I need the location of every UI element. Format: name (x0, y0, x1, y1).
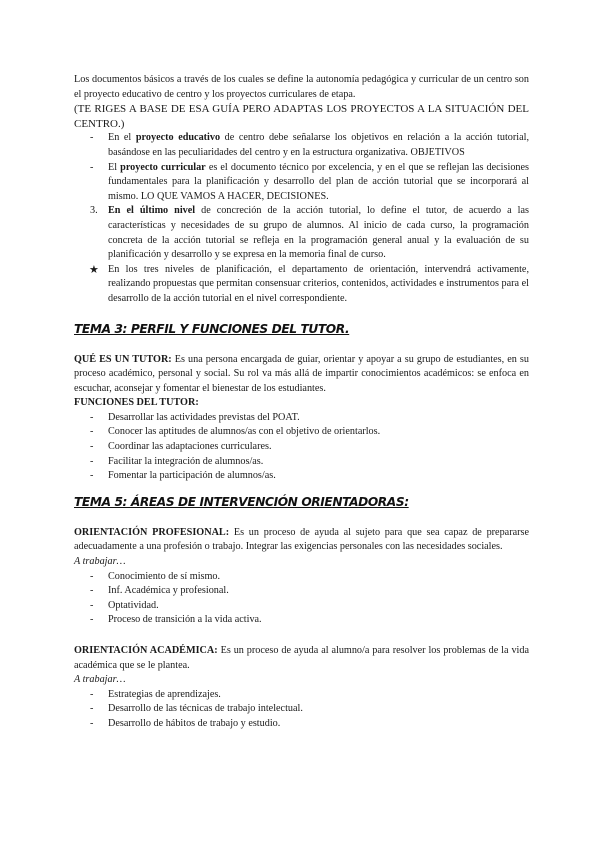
list-item (74, 411, 529, 426)
definition-term: QUÉ ES UN TUTOR: (74, 353, 172, 365)
academic-orientation (74, 644, 529, 673)
star-icon: ★ (89, 263, 99, 276)
professional-orientation (74, 526, 529, 555)
list-marker: - (90, 470, 94, 482)
list-marker: - (90, 585, 94, 597)
section-heading-tema5: TEMA 5: ÁREAS DE INTERVENCIÓN ORIENTADORAS: (74, 494, 409, 509)
star-item-text: En los tres niveles de planificación, el departamento de orientación, intervendrá activamente, realizando propuestas que permitan consensuar criterios, contenidos, actividades e instrumentos para el desarrollo de la acción tutorial en el nivel correspondiente. (108, 263, 529, 304)
list-item (74, 688, 529, 703)
topic-text: Optatividad. (108, 599, 159, 611)
list-item (74, 613, 529, 628)
list-marker: - (90, 426, 94, 438)
topic-text: Desarrollo de las técnicas de trabajo intelectual. (108, 703, 303, 715)
function-text: Fomentar la participación de alumnos/as. (108, 470, 276, 482)
intro-paragraph: Los documentos básicos a través de los cuales se define la autonomía pedagógica y curricular de un centro son el proyecto educativo de centro y los proyectos curriculares de etapa. (74, 74, 529, 100)
list-marker: - (90, 688, 94, 700)
tutor-definition (74, 353, 529, 397)
function-text: Desarrollar las actividades previstas del POAT. (108, 411, 300, 423)
orientation-text: Es un proceso de ayuda al alumno/a para resolver los problemas de la vida académica que se le plantea. (74, 645, 529, 671)
list-marker: - (90, 570, 94, 582)
item-text: En el (108, 132, 136, 144)
topic-text: Estrategias de aprendizajes. (108, 688, 221, 700)
planning-levels-list (74, 131, 529, 204)
topic-text: Desarrollo de hábitos de trabajo y estudio. (108, 717, 281, 729)
section-heading-tema3: TEMA 3: PERFIL Y FUNCIONES DEL TUTOR. (74, 321, 350, 336)
functions-title: FUNCIONES DEL TUTOR: (74, 397, 199, 409)
list-marker: 3. (90, 205, 98, 217)
list-item (74, 570, 529, 585)
list-item (74, 455, 529, 470)
orientation-term: ORIENTACIÓN ACADÉMICA: (74, 645, 218, 656)
orientation-term: ORIENTACIÓN PROFESIONAL: (74, 526, 230, 538)
list-item (74, 717, 529, 732)
list-item (74, 702, 529, 717)
work-label: A trabajar… (74, 556, 126, 568)
item-text: de concreción de la acción tutorial, lo define el tutor, de acuerdo a las características y necesidades de su grupo de alumnos. Al inicio de cada curso, la programación concreta de la acción tutorial se refleja en la programación general anual y la evaluación de su planificación y desarrollo y se expresa en la memoria final de curso. (108, 205, 529, 261)
orientation-text: Es un proceso de ayuda al sujeto para que sea capaz de prepararse adecuadamente a una profesión o trabajo. Integrar las exigencias personales con las necesidades sociales. (74, 526, 529, 553)
list-item (74, 204, 529, 262)
list-item (74, 440, 529, 455)
academic-topics-list (74, 688, 529, 732)
list-marker: - (90, 132, 94, 144)
functions-list (74, 411, 529, 484)
star-note-list (74, 263, 529, 307)
list-item (74, 131, 529, 160)
list-item (74, 469, 529, 484)
page-content (74, 73, 529, 732)
list-marker: - (90, 599, 94, 611)
list-marker: - (90, 614, 94, 626)
list-marker: - (90, 411, 94, 423)
topic-text: Inf. Académica y profesional. (108, 585, 229, 597)
list-marker: - (90, 441, 94, 453)
function-text: Coordinar las adaptaciones curriculares. (108, 441, 272, 453)
item-text: El (108, 161, 121, 173)
list-item (74, 599, 529, 614)
intro-note: (TE RIGES A BASE DE ESA GUÍA PERO ADAPTAS LOS PROYECTOS A LA SITUACIÓN DEL CENTRO.) (74, 103, 529, 130)
function-text: Conocer las aptitudes de alumnos/as con el objetivo de orientarlos. (108, 426, 381, 438)
item-term: proyecto educativo (135, 132, 221, 144)
list-item (74, 425, 529, 440)
list-item (74, 584, 529, 599)
item-term: proyecto curricular (120, 161, 206, 173)
star-item (74, 263, 529, 307)
list-item (74, 161, 529, 205)
list-marker: - (90, 455, 94, 467)
topic-text: Conocimiento de sí mismo. (108, 570, 221, 582)
item-text: de centro debe señalarse los objetivos en relación a la acción tutorial, basándose en las peculiaridades del centro y en la estructura organizativa. OBJETIVOS (108, 132, 529, 158)
list-marker: - (90, 717, 94, 729)
list-marker: - (90, 703, 94, 715)
item-term: En el último nivel (108, 205, 196, 217)
planning-levels-numbered (74, 204, 529, 262)
professional-topics-list (74, 570, 529, 628)
topic-text: Proceso de transición a la vida activa. (108, 614, 262, 626)
definition-text: Es una persona encargada de guiar, orientar y apoyar a su grupo de estudiantes, en su proceso académico, personal y social. Su rol va más allá de impartir conocimientos académicos: se enfoca en escuchar, aconsejar y fomentar el bienestar de los estudiantes. (74, 353, 529, 394)
list-marker: - (90, 161, 94, 173)
function-text: Facilitar la integración de alumnos/as. (108, 455, 264, 467)
item-text: es el documento técnico por excelencia, y en el que se reflejan las decisiones fundamentales para la planificación y desarrollo del plan de acción tutorial que se incorporará al mismo. LO QUE VAMOS A HACER, DECISIONES. (108, 161, 529, 202)
work-label: A trabajar… (74, 674, 126, 686)
